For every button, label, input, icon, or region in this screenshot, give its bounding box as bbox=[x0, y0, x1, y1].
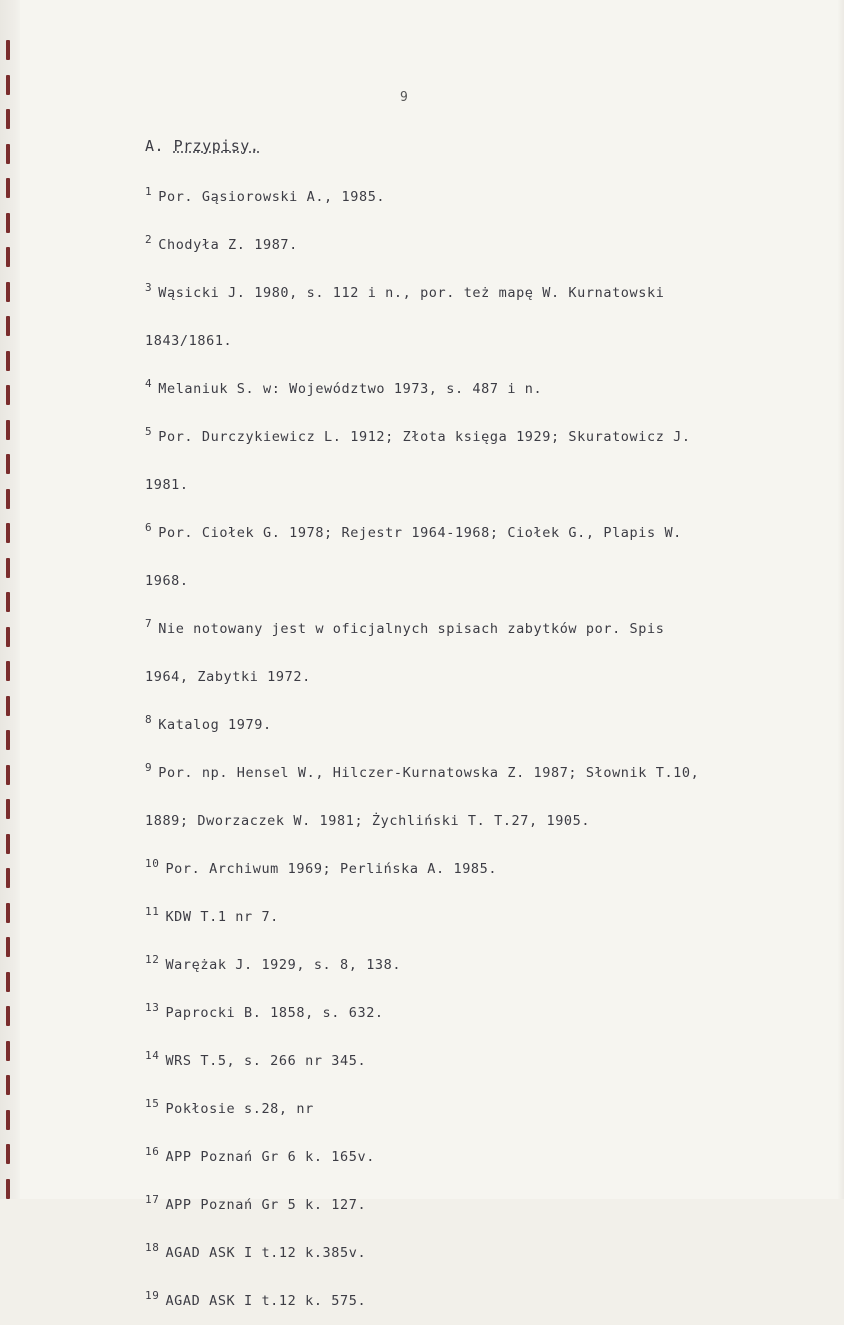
footnote-text: Chodyła Z. 1987. bbox=[158, 237, 298, 253]
binding-ring bbox=[6, 730, 10, 750]
binding-ring bbox=[6, 109, 10, 129]
footnote-text: AGAD ASK I t.12 k. 575. bbox=[165, 1293, 367, 1309]
footnote-text: Katalog 1979. bbox=[158, 717, 272, 733]
footnote bbox=[145, 509, 825, 557]
footnote-number: 16 bbox=[145, 1145, 160, 1158]
binding-ring bbox=[6, 178, 10, 198]
footnote bbox=[145, 845, 825, 893]
footnote bbox=[145, 365, 825, 413]
footnote bbox=[145, 989, 825, 1037]
footnote-continuation bbox=[145, 461, 825, 509]
footnote-text: Nie notowany jest w oficjalnych spisach zabytków por. Spis bbox=[158, 621, 665, 637]
footnote bbox=[145, 749, 825, 797]
footnote-text: Paprocki B. 1858, s. 632. bbox=[165, 1005, 384, 1021]
footnote-text: Por. Archiwum 1969; Perlińska A. 1985. bbox=[165, 861, 498, 877]
binding-ring bbox=[6, 316, 10, 336]
footnote-text: Por. Ciołek G. 1978; Rejestr 1964-1968; Ciołek G., Plapis W. bbox=[158, 525, 682, 541]
footnote-number: 6 bbox=[145, 521, 153, 534]
footnote-text: APP Poznań Gr 5 k. 127. bbox=[165, 1197, 367, 1213]
binding-ring bbox=[6, 937, 10, 957]
footnote-text: Por. np. Hensel W., Hilczer-Kurnatowska Z. 1987; Słownik T.10, bbox=[158, 765, 700, 781]
binding-ring bbox=[6, 75, 10, 95]
footnote-continuation bbox=[145, 797, 825, 845]
footnote-number: 15 bbox=[145, 1097, 160, 1110]
footnote-continuation bbox=[145, 557, 825, 605]
footnote bbox=[145, 413, 825, 461]
footnote-number: 9 bbox=[145, 761, 153, 774]
binding-ring bbox=[6, 972, 10, 992]
footnote-text: AGAD ASK I t.12 k.385v. bbox=[165, 1245, 367, 1261]
binding-ring bbox=[6, 351, 10, 371]
binding-ring bbox=[6, 834, 10, 854]
footnote-number: 10 bbox=[145, 857, 160, 870]
binding-ring bbox=[6, 868, 10, 888]
footnote-text: Wąsicki J. 1980, s. 112 i n., por. też mapę W. Kurnatowski bbox=[158, 285, 665, 301]
footnote-number: 2 bbox=[145, 233, 153, 246]
binding-ring bbox=[6, 420, 10, 440]
binding-ring bbox=[6, 1041, 10, 1061]
footnote-text: WRS T.5, s. 266 nr 345. bbox=[165, 1053, 367, 1069]
binding-ring bbox=[6, 40, 10, 60]
footnote-text: Pokłosie s.28, nr bbox=[165, 1101, 314, 1117]
footnote-text: 1968. bbox=[145, 573, 189, 589]
binding-ring bbox=[6, 627, 10, 647]
footnote-text: 1843/1861. bbox=[145, 333, 233, 349]
footnote-text: Por. Durczykiewicz L. 1912; Złota księga 1929; Skuratowicz J. bbox=[158, 429, 691, 445]
binding-ring bbox=[6, 385, 10, 405]
footnote-text: Melaniuk S. w: Województwo 1973, s. 487 i n. bbox=[158, 381, 543, 397]
footnote-number: 8 bbox=[145, 713, 153, 726]
spiral-binding bbox=[0, 0, 20, 1199]
footnote-number: 13 bbox=[145, 1001, 160, 1014]
footnote bbox=[145, 1181, 825, 1229]
footnote-text: APP Poznań Gr 6 k. 165v. bbox=[165, 1149, 375, 1165]
binding-ring bbox=[6, 523, 10, 543]
footnote-number: 3 bbox=[145, 281, 153, 294]
footnote-text: 1889; Dworzaczek W. 1981; Żychliński T. T.27, 1905. bbox=[145, 813, 591, 829]
binding-ring bbox=[6, 1075, 10, 1095]
footnote bbox=[145, 269, 825, 317]
footnote-text: 1964, Zabytki 1972. bbox=[145, 669, 311, 685]
footnote-number: 19 bbox=[145, 1289, 160, 1302]
footnote bbox=[145, 1133, 825, 1181]
binding-ring bbox=[6, 1179, 10, 1199]
footnote-continuation bbox=[145, 317, 825, 365]
section-heading bbox=[145, 137, 259, 155]
binding-ring bbox=[6, 592, 10, 612]
binding-ring bbox=[6, 661, 10, 681]
binding-ring bbox=[6, 765, 10, 785]
footnote-text: Warężak J. 1929, s. 8, 138. bbox=[165, 957, 402, 973]
binding-ring bbox=[6, 247, 10, 267]
footnote-number: 18 bbox=[145, 1241, 160, 1254]
footnote bbox=[145, 893, 825, 941]
binding-ring bbox=[6, 489, 10, 509]
footnote-continuation bbox=[145, 653, 825, 701]
footnote bbox=[145, 1085, 825, 1133]
footnote-number: 5 bbox=[145, 425, 153, 438]
binding-ring bbox=[6, 282, 10, 302]
footnote-number: 17 bbox=[145, 1193, 160, 1206]
binding-ring bbox=[6, 1006, 10, 1026]
binding-ring bbox=[6, 696, 10, 716]
footnote bbox=[145, 221, 825, 269]
footnote-number: 11 bbox=[145, 905, 160, 918]
footnote bbox=[145, 1277, 825, 1325]
footnote-number: 7 bbox=[145, 617, 153, 630]
binding-ring bbox=[6, 903, 10, 923]
page-edge bbox=[838, 0, 844, 1199]
footnote-text: 1981. bbox=[145, 477, 189, 493]
section-prefix: A. bbox=[145, 137, 165, 155]
section-title: Przypisy. bbox=[173, 137, 260, 155]
footnote bbox=[145, 941, 825, 989]
binding-ring bbox=[6, 1110, 10, 1130]
binding-ring bbox=[6, 144, 10, 164]
footnote-number: 4 bbox=[145, 377, 153, 390]
binding-ring bbox=[6, 558, 10, 578]
footnote bbox=[145, 1229, 825, 1277]
footnote-text: KDW T.1 nr 7. bbox=[165, 909, 279, 925]
footnote-text: Por. Gąsiorowski A., 1985. bbox=[158, 189, 386, 205]
footnote bbox=[145, 1037, 825, 1085]
footnote bbox=[145, 701, 825, 749]
footnote bbox=[145, 173, 825, 221]
binding-ring bbox=[6, 454, 10, 474]
page-number: 9 bbox=[400, 90, 408, 105]
footnote-number: 1 bbox=[145, 185, 153, 198]
binding-ring bbox=[6, 799, 10, 819]
footnote-number: 14 bbox=[145, 1049, 160, 1062]
footnote bbox=[145, 605, 825, 653]
footnote-number: 12 bbox=[145, 953, 160, 966]
binding-ring bbox=[6, 213, 10, 233]
binding-ring bbox=[6, 1144, 10, 1164]
